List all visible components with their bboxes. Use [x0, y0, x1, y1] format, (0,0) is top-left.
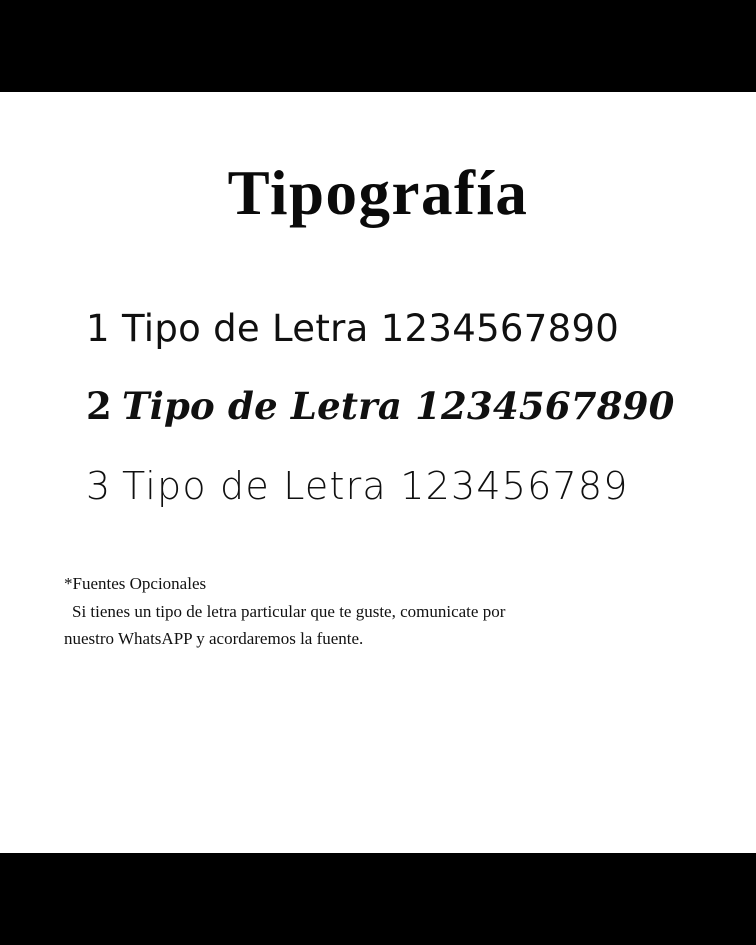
sample-number: 3	[86, 464, 111, 508]
list-item	[0, 384, 756, 428]
page-title: Tipografía	[227, 158, 529, 228]
note-line-2: nuestro WhatsAPP y acordaremos la fuente.	[64, 629, 364, 649]
letterbox-top-bar	[0, 0, 756, 92]
sample-text: Tipo de Letra 1234567890	[122, 384, 675, 428]
sample-number: 1	[86, 307, 110, 350]
note-line-1: Si tienes un tipo de letra particular que te guste, comunicate por	[72, 601, 506, 621]
sample-number: 2	[86, 384, 112, 428]
list-item	[0, 464, 756, 508]
letterbox-bottom-bar	[0, 853, 756, 945]
typography-sample-list	[0, 307, 756, 542]
list-item	[0, 307, 756, 350]
sample-text: Tipo de Letra 123456789	[122, 464, 629, 508]
document-page	[0, 92, 756, 853]
note-heading: *Fuentes Opcionales	[64, 574, 207, 593]
sample-text: Tipo de Letra 1234567890	[122, 307, 620, 350]
optional-fonts-note	[64, 570, 704, 653]
